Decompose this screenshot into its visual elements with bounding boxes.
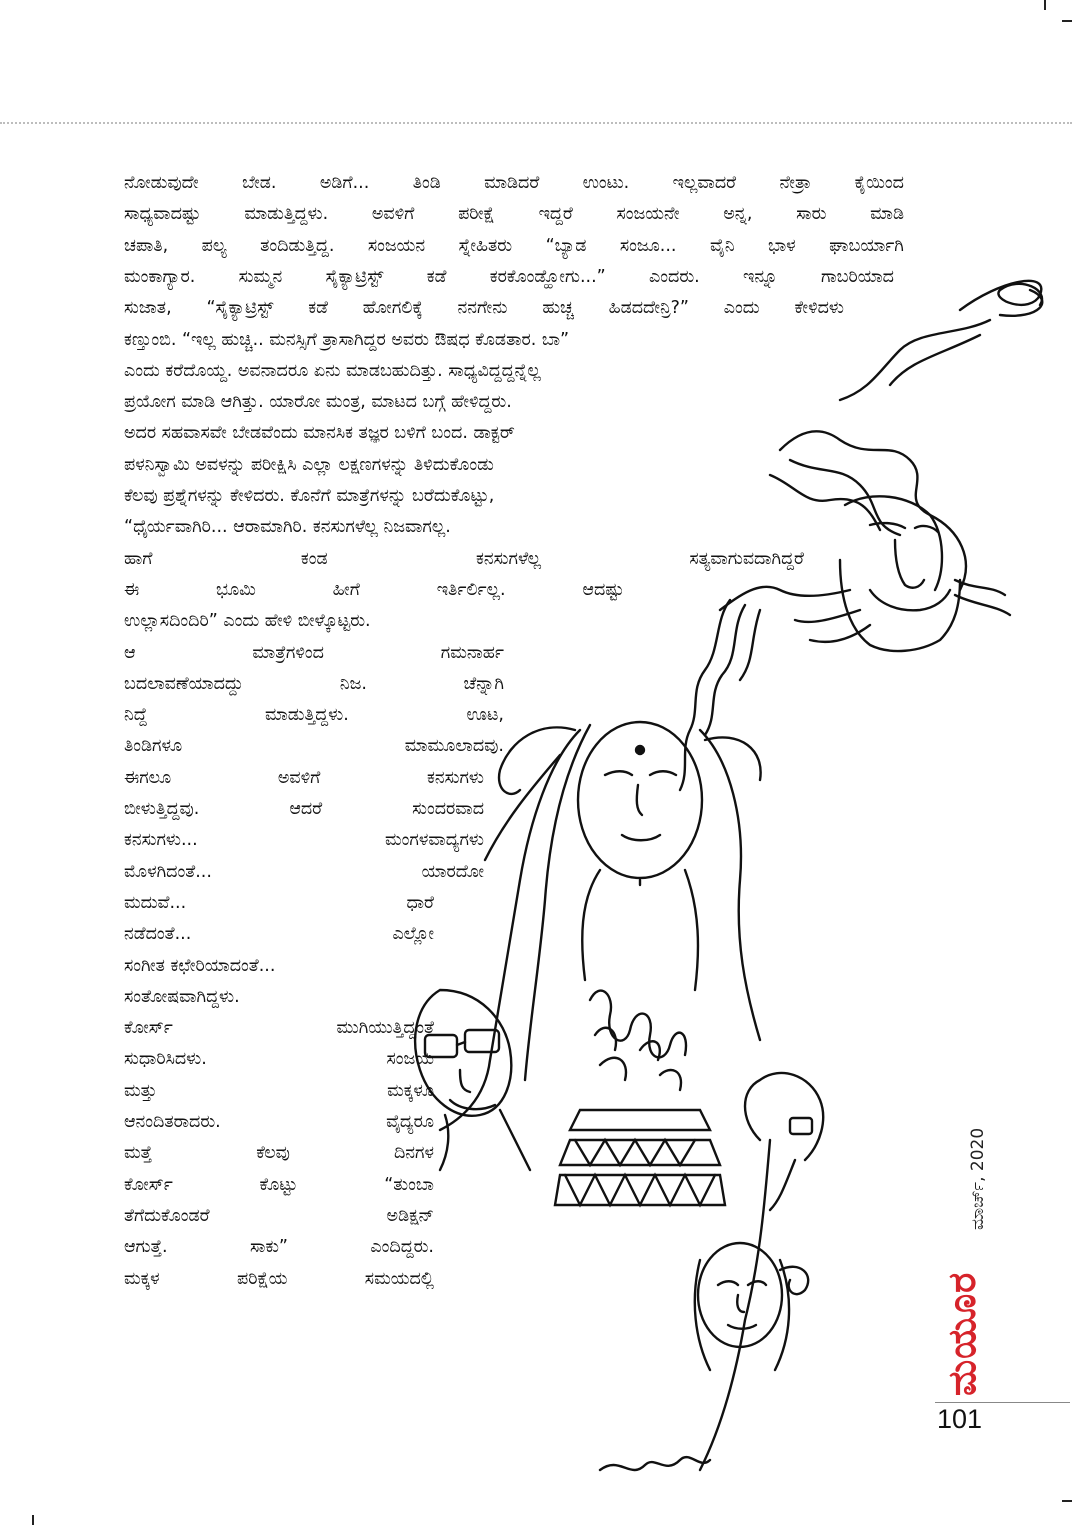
word: ಹಾಗೆ (124, 548, 153, 569)
word: ಗಮನಾರ್ಹ (440, 642, 504, 663)
word: ಘಾಬರ್ಯಾಗಿ (829, 235, 904, 256)
word: ಆ (124, 642, 136, 663)
word: ಕನಸುಗಳೆಲ್ಲ (476, 548, 542, 569)
word: ಸುಧಾರಿಸಿದಳು. (124, 1049, 207, 1070)
word: ಅವಳಿಗೆ (371, 204, 415, 225)
word: ಎಂದಿದ್ದರು. (370, 1237, 434, 1258)
word: ಮಾತ್ರೆಗಳಿಂದ (252, 642, 324, 663)
word: ಬೀಳುತ್ತಿದ್ದವು. (124, 799, 200, 819)
crop-mark-top (1044, 0, 1046, 10)
word: ಹೋಗಲಿಕ್ಕೆ (362, 298, 423, 319)
text-line (124, 1232, 434, 1262)
word: “ಬ್ಯಾಡ (545, 235, 587, 256)
word: ಸಂಜೂ... (619, 235, 677, 256)
word: ಭೂಮಿ (216, 579, 256, 600)
text-line (124, 1264, 434, 1294)
word: ನೋಡುವುದೇ (124, 173, 199, 193)
word: ಈ (124, 579, 140, 600)
word: ಗಾಬರಿಯಾದ (821, 266, 894, 287)
word: ಮಾಮೂಲಾದವು. (404, 736, 504, 757)
word: ಮಾಡಿದರೆ (484, 173, 540, 193)
word: ಆಗುತ್ತೆ. (124, 1237, 168, 1258)
word: ಕೆಲವು (256, 1143, 290, 1164)
word: ನಿದ್ದೆ (124, 705, 148, 726)
text-line: ಪಳನಿಸ್ವಾಮಿ ಅವಳನ್ನು ಪರೀಕ್ಷಿಸಿ ಎಲ್ಲಾ ಲಕ್ಷಣಗಳನ್ನು ತಿಳಿದುಕೊಂಡು (124, 454, 494, 475)
word: ಕಡೆ (426, 266, 447, 287)
text-line: ಎಂದು ಕರೆದೊಯ್ದ. ಅವನಾದರೂ ಏನು ಮಾಡಬಹುದಿತ್ತು. ಸಾಧ್ಯವಿದ್ದದ್ದನ್ನೆಲ್ಲ (124, 360, 541, 381)
page-number-rule (935, 1402, 1070, 1403)
word: ಉಂಟು. (582, 173, 630, 193)
word: ಮತ್ತೆ (124, 1143, 153, 1164)
word: ವೈದ್ಯರೂ (386, 1112, 434, 1132)
word: ಮಂಗಳವಾದ್ಯಗಳು (384, 830, 484, 851)
word: ಇರ್ತಿರ್ಲಿಲ್ಲ. (436, 579, 506, 600)
word: ಧಾರೆ (406, 892, 434, 913)
word: ದಿನಗಳ (393, 1143, 434, 1164)
text-line (124, 1076, 434, 1106)
text-line (124, 1044, 434, 1074)
word: ಮತ್ತು (124, 1080, 157, 1101)
text-line (124, 544, 804, 574)
word: ಇದ್ದರೆ (538, 204, 573, 225)
text-line (124, 1201, 434, 1231)
word: ಮಂಕಾಗ್ಯಾರ. (124, 266, 196, 287)
text-line (124, 262, 894, 292)
text-line: ಅದರ ಸಹವಾಸವೇ ಬೇಡವೆಂದು ಮಾನಸಿಕ ತಜ್ಞರ ಬಳಿಗೆ ಬಂದ. ಡಾಕ್ಟರ್ (124, 423, 515, 444)
text-line (124, 857, 484, 887)
word: ಸಾರು (796, 204, 827, 225)
text-line (124, 638, 504, 668)
word: ಚೆನ್ನಾಗಿ (463, 673, 504, 694)
word: ತಂದಿಡುತ್ತಿದ್ದ. (260, 235, 335, 256)
word: ಆದಷ್ಟು (582, 579, 624, 600)
word: ಅಡಿಗೆ... (319, 173, 370, 193)
word: ನಡೆದಂತೆ... (124, 924, 192, 945)
word: ಎಲ್ಲೋ (392, 924, 434, 945)
dotted-divider (0, 122, 1072, 124)
text-line (124, 825, 484, 855)
word: ಬೇಡ. (242, 173, 277, 193)
word: ಸುಜಾತ, (124, 298, 172, 319)
word: ಮೊಳಗಿದಂತೆ... (124, 861, 212, 882)
crop-mark-top-right (1062, 20, 1072, 22)
word: ಬದಲಾವಣೆಯಾದದ್ದು (124, 673, 244, 694)
word: ಕೊಟ್ಟು (259, 1174, 298, 1195)
word: ತಿಂಡಿ (412, 173, 441, 193)
word: ಮಾಡುತ್ತಿದ್ದಳು. (264, 705, 349, 726)
text-line (124, 669, 504, 699)
word: ಕನಸುಗಳು... (124, 830, 198, 851)
word: ತಿಂಡಿಗಳೂ (124, 736, 183, 757)
word: ಸಾಧ್ಯವಾದಷ್ಟು (124, 204, 201, 225)
word: ಕಡೆ (308, 298, 328, 319)
word: ಕಂಡ (300, 548, 328, 569)
text-line (124, 888, 434, 918)
crop-mark-bottom-left (32, 1515, 34, 1525)
word: ಭಾಳ (768, 235, 796, 256)
text-line (124, 199, 904, 229)
word: ಚಪಾತಿ, (124, 235, 169, 256)
word: ಪಲ್ಯ (201, 235, 227, 256)
word: ಮಕ್ಕಳೂ (387, 1080, 434, 1101)
word: ಕೈಯಿಂದ (854, 173, 904, 193)
word: ಕೇಳಿದಳು (794, 298, 844, 319)
word: ವೈನಿ (709, 235, 735, 256)
word: ಊಟ, (466, 705, 504, 726)
text-line (124, 1107, 434, 1137)
text-line (124, 1138, 434, 1168)
word: ನನಗೇನು (457, 298, 508, 319)
word: ಸತ್ಯವಾಗುವದಾಗಿದ್ದರೆ (689, 548, 804, 569)
word: “ಸೈಕ್ಯಾಟ್ರಿಸ್ಟ್ (206, 298, 274, 319)
word: ಸಂಜಯ (386, 1049, 434, 1070)
text-line: ಸಂತೋಷವಾಗಿದ್ದಳು. (124, 986, 240, 1007)
word: ಸುಮ್ಮನ (238, 266, 283, 287)
text-line (124, 919, 434, 949)
crop-mark-bottom-right (1062, 1500, 1072, 1502)
text-line (124, 293, 844, 323)
word: ಹಿಡದದೇನ್ರಿ?” (608, 298, 689, 319)
word: “ತುಂಬಾ (384, 1174, 434, 1195)
word: ಪರೀಕ್ಷೆ (458, 204, 495, 225)
text-line (124, 231, 904, 261)
word: ಎಂದರು. (649, 266, 700, 287)
word: ಹುಚ್ಚ (542, 298, 574, 319)
word: ಸಮಯದಲ್ಲಿ (364, 1268, 434, 1289)
word: ನಿಜ. (339, 673, 367, 694)
text-line (124, 1013, 434, 1043)
text-line (124, 1170, 434, 1200)
text-line: ಕೆಲವು ಪ್ರಶ್ನೆಗಳನ್ನು ಕೇಳಿದರು. ಕೊನೆಗೆ ಮಾತ್ರೆಗಳನ್ನು ಬರೆದುಕೊಟ್ಟು, (124, 486, 495, 506)
word: ಅವಳಿಗೆ (277, 767, 321, 788)
text-line (124, 575, 624, 605)
text-line: ಕಣ್ತುಂಬಿ. “ಇಲ್ಲ ಹುಚ್ಚಿ.. ಮನಸ್ಸಿಗೆ ತ್ರಾಸಾಗಿದ್ದರ ಅವರು ಔಷಧ ಕೊಡತಾರ. ಬಾ” (124, 329, 570, 350)
word: ಯಾರದೋ (421, 861, 484, 882)
magazine-logo: ಮಯೂರ (940, 1271, 984, 1396)
word: ಹೀಗೆ (332, 579, 360, 600)
word: ಮಕ್ಕಳ (124, 1268, 160, 1289)
word: ಮದುವೆ... (124, 892, 187, 913)
word: ಮುಗಿಯುತ್ತಿದ್ದಂತೆ (336, 1018, 434, 1039)
word: ಈಗಲೂ (124, 767, 172, 788)
word: ಆನಂದಿತರಾದರು. (124, 1112, 221, 1132)
word: ಸ್ನೇಹಿತರು (458, 235, 513, 256)
word: ತೆಗೆದುಕೊಂಡರೆ (124, 1205, 210, 1226)
text-line (124, 700, 504, 730)
page-number: 101 (937, 1404, 983, 1434)
word: ಕರಕೊಂಡ್ಹೋಗು...” (489, 266, 606, 287)
word: ಮಾಡುತ್ತಿದ್ದಳು. (244, 204, 329, 225)
word: ಇನ್ನೂ (743, 266, 778, 287)
text-line (124, 168, 904, 198)
text-line (124, 794, 484, 824)
word: ಅನ್ನ, (723, 204, 753, 225)
word: ಸಂಜಯನೇ (616, 204, 680, 225)
word: ಸೈಕ್ಯಾಟ್ರಿಸ್ಟ್ (325, 266, 384, 287)
word: ಸಾಕು” (250, 1237, 288, 1258)
word: ಕನಸುಗಳು (427, 767, 484, 788)
word: ಸುಂದರವಾದ (412, 799, 484, 819)
word: ಎಂದು (723, 298, 760, 319)
word: ಕೋರ್ಸ್ (124, 1018, 173, 1039)
text-line: ಉಲ್ಲಾಸದಿಂದಿರಿ” ಎಂದು ಹೇಳಿ ಬೀಳ್ಕೊಟ್ಟರು. (124, 611, 371, 632)
word: ಆದರೆ (289, 799, 323, 819)
text-line (124, 763, 484, 793)
word: ಮಾಡಿ (870, 204, 904, 225)
text-line: ಪ್ರಯೋಗ ಮಾಡಿ ಆಗಿತ್ತು. ಯಾರೋ ಮಂತ್ರ, ಮಾಟದ ಬಗ್ಗೆ ಹೇಳಿದ್ದರು. (124, 392, 512, 413)
text-line (124, 731, 504, 761)
word: ಕೋರ್ಸ್ (124, 1174, 173, 1195)
word: ಸಂಜಯನ (367, 235, 426, 256)
word: ಪರಿಕ್ಷೆಯ (236, 1268, 288, 1289)
word: ನೇತ್ರಾ (779, 173, 812, 193)
text-line: ಸಂಗೀತ ಕಛೇರಿಯಾದಂತೆ... (124, 955, 276, 976)
word: ಅಡಿಕ್ಷನ್ (386, 1205, 434, 1226)
word: ಇಲ್ಲವಾದರೆ (672, 173, 737, 193)
text-line: “ಧೈರ್ಯವಾಗಿರಿ... ಆರಾಮಾಗಿರಿ. ಕನಸುಗಳೆಲ್ಲ ನಿಜವಾಗಲ್ಲ. (124, 517, 451, 538)
